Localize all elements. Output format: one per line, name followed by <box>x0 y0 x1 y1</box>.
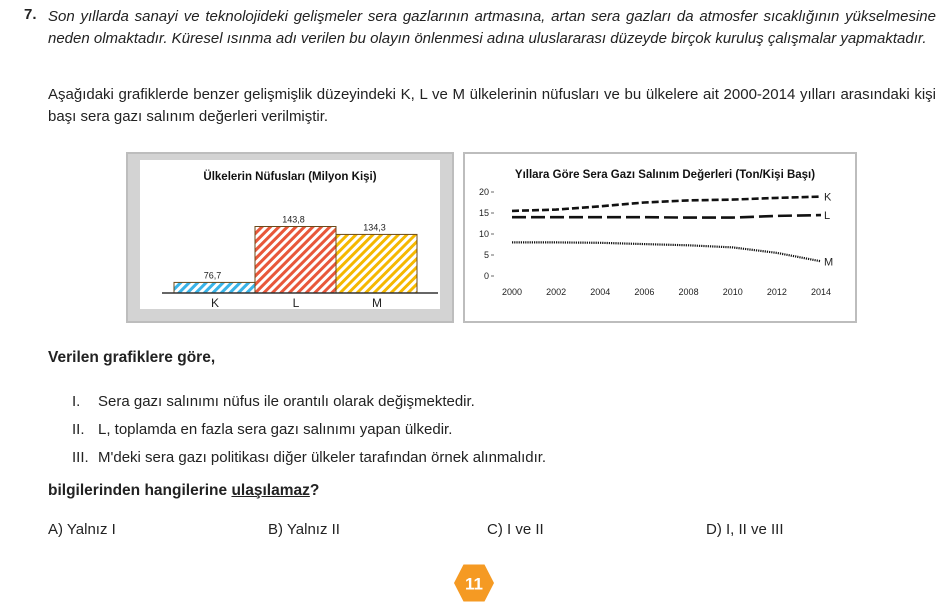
emission-line-chart <box>465 154 855 321</box>
population-chart-panel <box>126 152 454 323</box>
line-chart-title: Yıllara Göre Sera Gazı Salınım Değerleri (Ton/Kişi Başı) <box>514 169 816 181</box>
option-c[interactable]: C) I ve II <box>487 521 544 538</box>
x-tick-label: 2000 <box>501 287 523 297</box>
series-label-L: L <box>824 210 831 223</box>
page-number: 11 <box>465 574 483 594</box>
option-a[interactable]: A) Yalnız I <box>48 521 116 538</box>
option-b[interactable]: B) Yalnız II <box>268 521 340 538</box>
bar-value-label-L: 143,8 <box>282 214 305 225</box>
bar-M <box>336 234 417 293</box>
question-prompt: Verilen grafiklere göre, <box>48 349 216 366</box>
x-tick-label: 2012 <box>766 287 787 297</box>
population-bar-chart <box>140 160 440 309</box>
option-d[interactable]: D) I, II ve III <box>706 521 784 538</box>
statement-numeral: I. <box>72 393 81 410</box>
emission-chart-panel <box>463 152 857 323</box>
ask-keyword: ulaşılamaz <box>231 482 310 499</box>
y-tick-label: 20 <box>478 187 489 197</box>
x-tick-label: 2010 <box>722 287 743 297</box>
y-tick-label: 10 <box>478 229 489 239</box>
statement-text: M'deki sera gazı politikası diğer ülkeler tarafından örnek alınmalıdır. <box>98 449 547 466</box>
x-tick-label: 2002 <box>546 287 567 297</box>
bar-category-M: M <box>372 296 382 309</box>
bar-value-label-K: 76,7 <box>203 270 222 281</box>
bar-L <box>255 227 336 294</box>
series-line-M <box>512 242 821 261</box>
bar-category-L: L <box>292 296 300 309</box>
bar-value-label-M: 134,3 <box>363 222 386 233</box>
statement-2 <box>72 421 452 438</box>
question-ask <box>48 482 319 500</box>
x-tick-label: 2014 <box>810 287 832 297</box>
statement-text: L, toplamda en fazla sera gazı salınımı yapan ülkedir. <box>98 421 453 438</box>
bar-K <box>174 282 255 293</box>
series-label-M: M <box>824 256 834 269</box>
x-tick-label: 2006 <box>634 287 655 297</box>
statement-numeral: III. <box>72 449 89 466</box>
ask-prefix: bilgilerinden hangilerine <box>48 482 232 499</box>
y-tick-label: 5 <box>483 250 489 260</box>
ask-suffix: ? <box>309 482 320 499</box>
series-label-K: K <box>824 191 832 204</box>
statement-numeral: II. <box>72 421 85 438</box>
page-number-badge <box>453 562 495 604</box>
x-tick-label: 2004 <box>590 287 611 297</box>
series-line-K <box>512 197 821 211</box>
series-line-L <box>512 215 821 218</box>
y-tick-label: 0 <box>483 271 489 281</box>
bar-chart-title: Ülkelerin Nüfusları (Milyon Kişi) <box>203 171 377 183</box>
statement-1 <box>72 393 475 410</box>
question-context: Aşağıdaki grafiklerde benzer gelişmişlik düzeyindeki K, L ve M ülkelerinin nüfusları ve bu ülkelere ait 2000-2014 yılları arasındaki kişi başı sera gazı salınım değerleri verilmiştir. <box>48 86 936 125</box>
statement-text: Sera gazı salınımı nüfus ile orantılı olarak değişmektedir. <box>98 393 475 410</box>
statement-3 <box>72 449 546 466</box>
bar-category-K: K <box>210 296 220 309</box>
y-tick-label: 15 <box>478 208 489 218</box>
x-tick-label: 2008 <box>678 287 699 297</box>
question-intro: Son yıllarda sanayi ve teknolojideki gelişmeler sera gazlarının artmasına, artan sera gazları da atmosfer sıcaklığının yükselmesine neden olmaktadır. Küresel ısınma adı verilen bu olayın önlenmesi adına uluslararası düzeyde birçok kuruluş çalışmalar yapmaktadır. <box>48 8 936 47</box>
question-number: 7. <box>24 6 37 23</box>
